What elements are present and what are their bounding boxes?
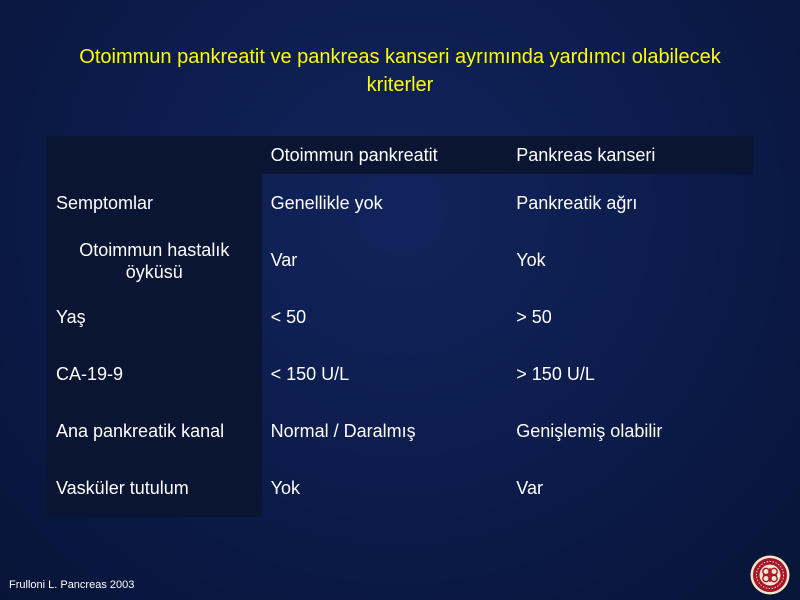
cell-autoimmune: Normal / Daralmış (270, 421, 416, 441)
cell-autoimmune: Var (270, 250, 298, 270)
row-label-symptoms: Semptomlar (47, 174, 262, 232)
table-row (47, 460, 753, 517)
table-row (47, 403, 753, 460)
slide-title (20, 43, 780, 99)
university-seal-icon (750, 555, 790, 595)
criteria-table (47, 136, 753, 517)
table-row (47, 232, 753, 289)
row-label-history: Otoimmun hastalık öyküsü (47, 232, 262, 289)
row-label-duct: Ana pankreatik kanal (47, 403, 262, 460)
cell-cancer: > 50 (516, 307, 552, 327)
table-header-cancer: Pankreas kanseri (507, 136, 753, 174)
table-row (47, 346, 753, 403)
table-header-autoimmune: Otoimmun pankreatit (262, 136, 508, 174)
citation: Frulloni L. Pancreas 2003 (9, 579, 135, 591)
cell-cancer: Yok (516, 250, 546, 270)
row-label-vascular: Vasküler tutulum (47, 460, 262, 517)
row-label-ca199: CA-19-9 (47, 346, 262, 403)
cell-autoimmune: < 150 U/L (270, 364, 350, 384)
slide-title-line-2: kriterler (366, 74, 434, 96)
row-label-age: Yaş (47, 289, 262, 346)
cell-autoimmune: Genellikle yok (270, 192, 383, 213)
table-header-row (47, 136, 753, 174)
slide-title-line-1: Otoimmun pankreatit ve pankreas kanseri ayrımında yardımcı olabilecek (79, 46, 721, 68)
cell-autoimmune: < 50 (270, 307, 307, 327)
cell-cancer: Genişlemiş olabilir (516, 421, 663, 441)
table-row (47, 289, 753, 346)
cell-cancer: > 150 U/L (516, 364, 595, 384)
cell-cancer: Var (516, 478, 543, 498)
table-header-empty (47, 136, 262, 174)
cell-cancer: Pankreatik ağrı (516, 192, 638, 213)
table-row (47, 174, 753, 232)
cell-autoimmune: Yok (270, 478, 300, 498)
